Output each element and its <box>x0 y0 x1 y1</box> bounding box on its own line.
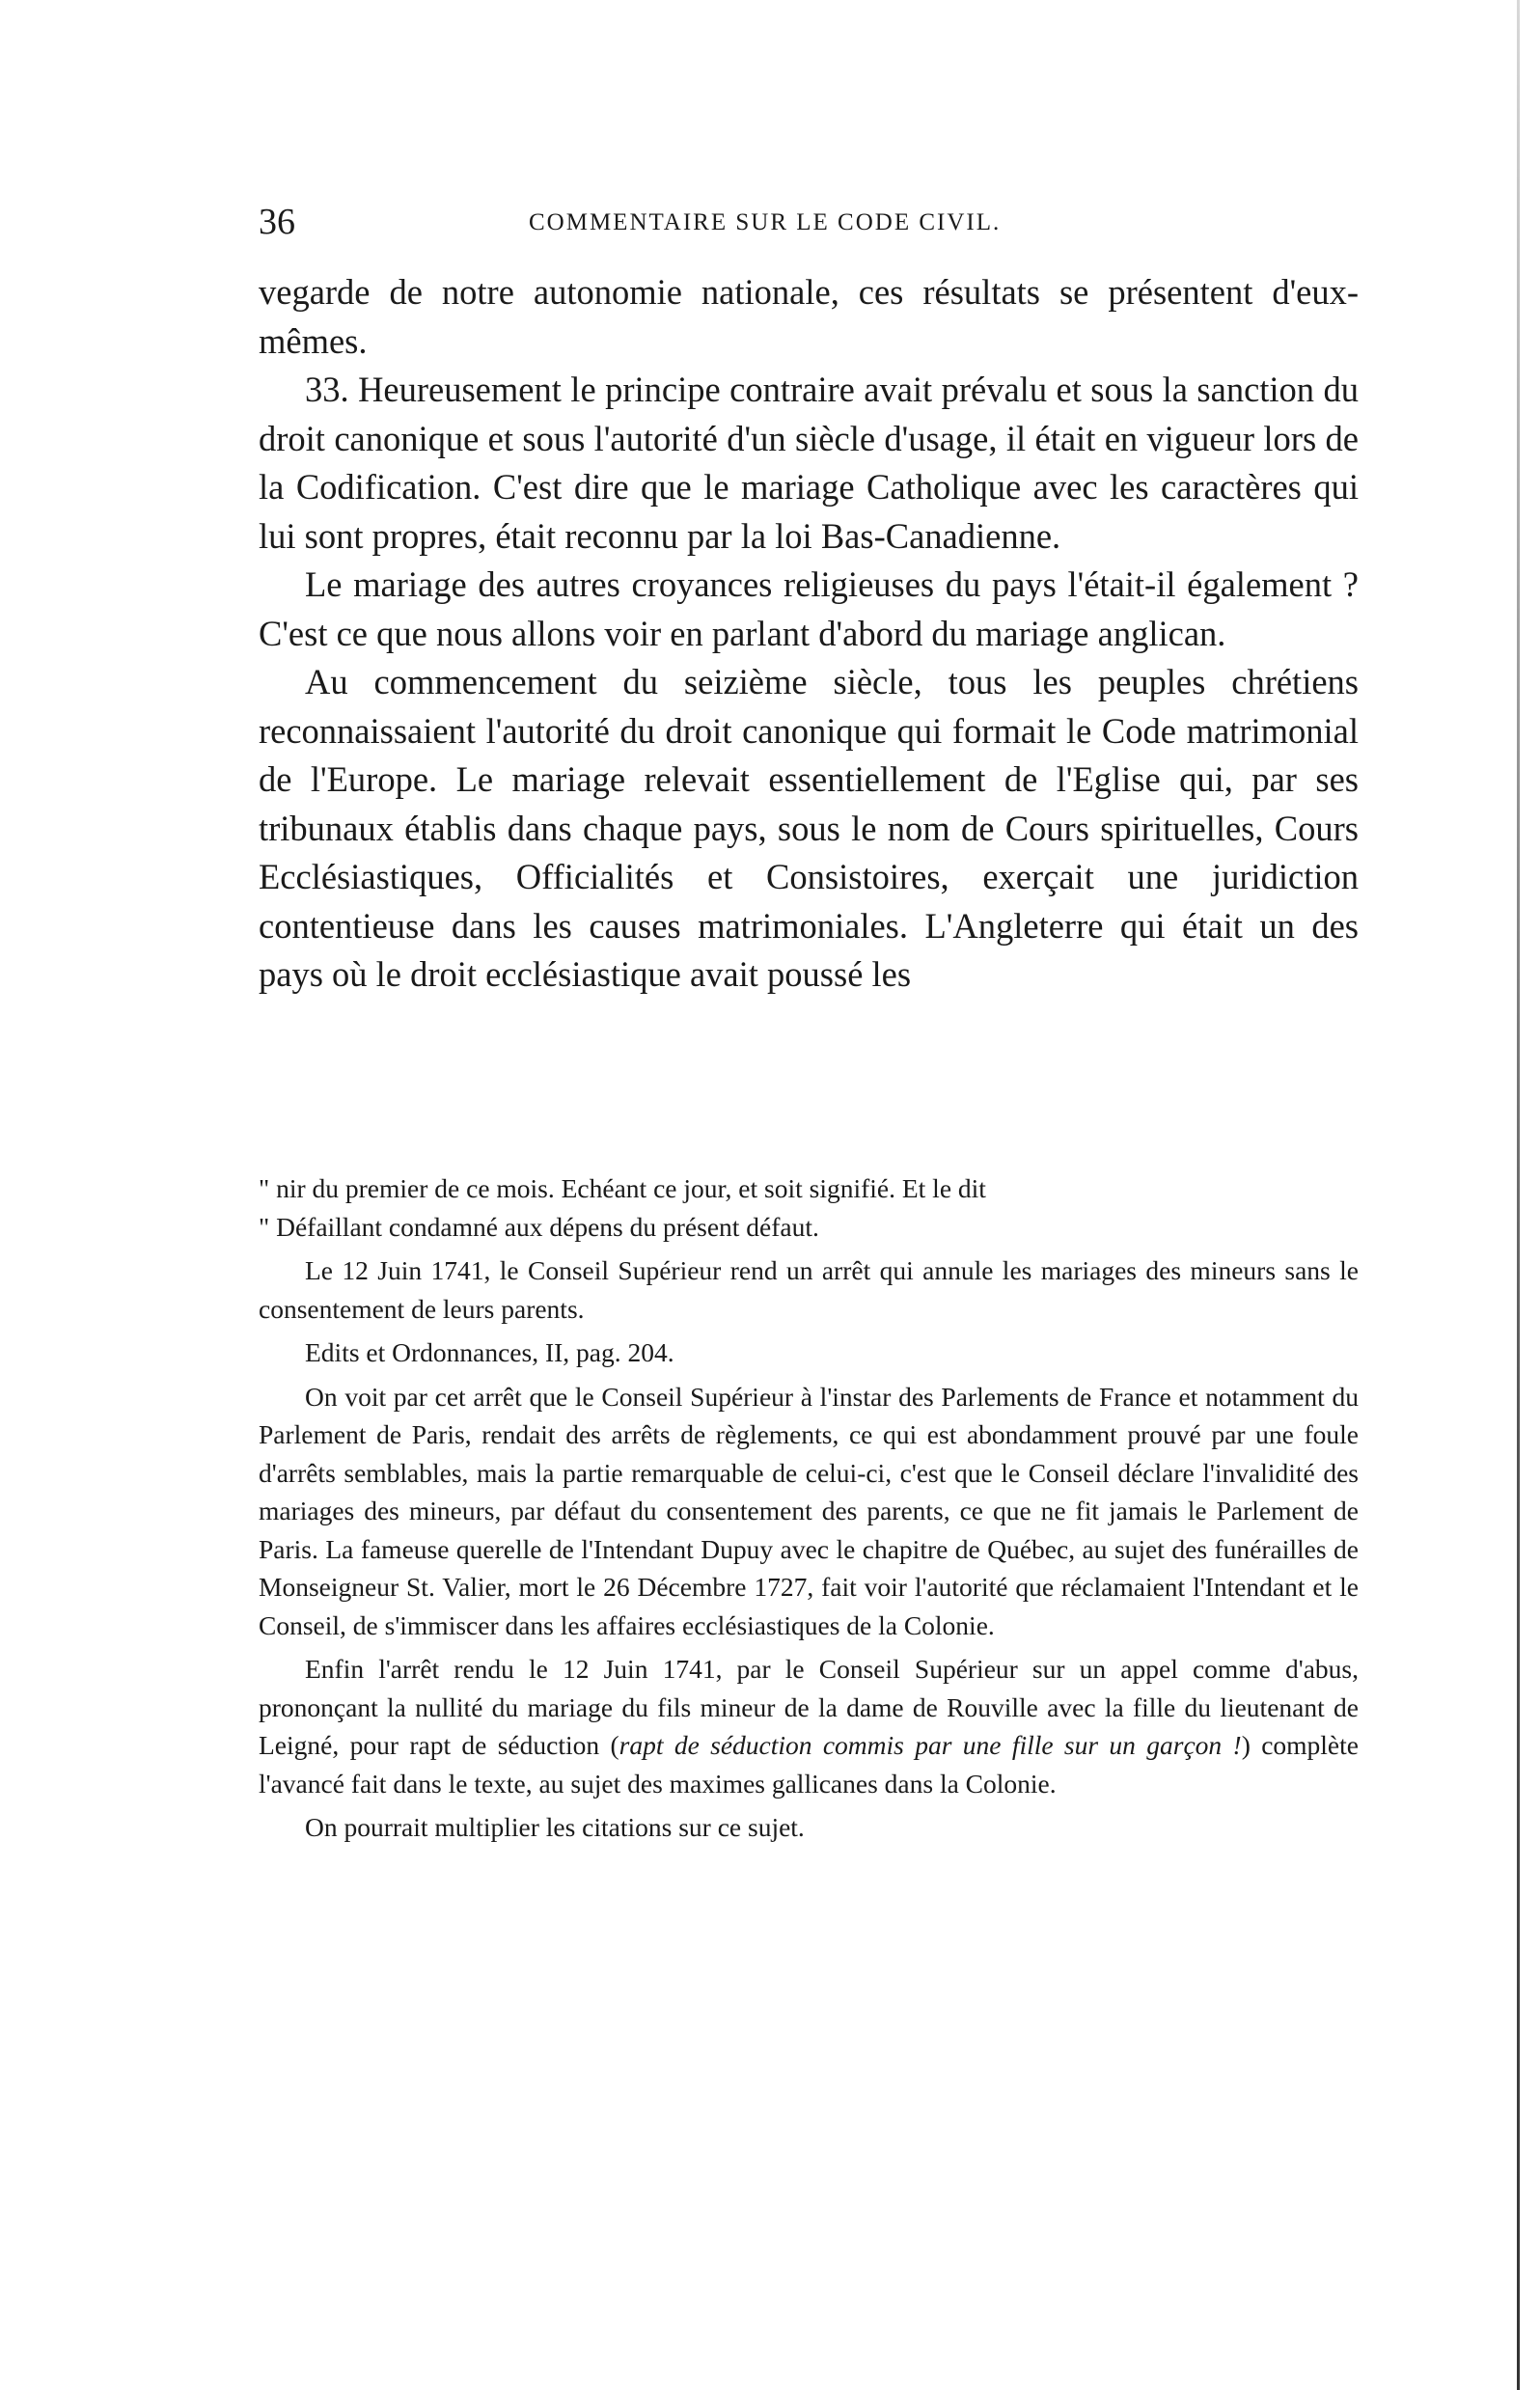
footnote-citations: On pourrait multiplier les citations sur ce sujet. <box>305 1812 805 1842</box>
footnote-quote-line-1: " nir du premier de ce mois. Echéant ce jour, et soit signifié. Et le dit <box>259 1173 986 1203</box>
footnote-reference: Edits et Ordonnances, II, pag. 204. <box>305 1337 674 1367</box>
footnote-quote-line-2: " Défaillant condamné aux dépens du présent défaut. <box>259 1211 819 1242</box>
footnote-enfin-italic: rapt de séduction commis par une fille sur un garçon ! <box>619 1730 1242 1760</box>
running-title: COMMENTAIRE SUR LE CODE CIVIL. <box>529 209 1002 235</box>
footnote-arret-1741: Le 12 Juin 1741, le Conseil Supérieur rend un arrêt qui annule les mariages des mineurs sans le consentement de leurs parents. <box>259 1255 1359 1324</box>
footnote-enfin <box>259 1650 1359 1802</box>
footnotes <box>259 1169 1359 1847</box>
main-text <box>259 268 1359 1000</box>
footnote-enfin-start: Enfin l'arrêt rendu le 12 Juin 1741, par le Conseil Supérieur sur un appel comme d'abus, prononçant la nullité du mariage du fils mineur de la dame de Rouville avec la fille du lieutenant de Leigné, pour rapt de séduction ( <box>259 1654 1359 1760</box>
paragraph-other-faiths: Le mariage des autres croyances religieuses du pays l'était-il également ? C'est ce que nous allons voir en parlant d'abord du mariage anglican. <box>259 564 1359 653</box>
page-header <box>259 198 1349 246</box>
footnote-enfin-end: ) complète l'avancé fait dans le texte, au sujet des maximes gallicanes dans la Colonie. <box>259 1730 1359 1799</box>
paragraph-33: 33. Heureusement le principe contraire avait prévalu et sous la sanction du droit canonique et sous l'autorité d'un siècle d'usage, il était en vigueur lors de la Codification. C'est dire que le mariage Catholique avec les caractères qui lui sont propres, était reconnu par la loi Bas-Canadienne. <box>259 370 1359 556</box>
paragraph-sixteenth-century: Au commencement du seizième siècle, tous les peuples chrétiens reconnaissaient l'autorité du droit canonique qui formait le Code matrimonial de l'Europe. Le mariage relevait essentiellement de l'Eglise qui, par ses tribunaux établis dans chaque pays, sous le nom de Cours spirituelles, Cours Ecclésiastiques, Officialités et Consistoires, exerçait une juridiction contentieuse dans les causes matrimoniales. L'Angleterre qui était un des pays où le droit ecclésiastique avait poussé les <box>259 662 1359 994</box>
page-edge-shadow <box>1517 0 1520 2390</box>
footnote-quote <box>259 1169 1359 1246</box>
page-number: 36 <box>259 202 295 242</box>
paragraph-continuation: vegarde de notre autonomie nationale, ces résultats se présentent d'eux-mêmes. <box>259 272 1359 361</box>
footnote-conseil-superieur: On voit par cet arrêt que le Conseil Supérieur à l'instar des Parlements de France et notamment du Parlement de Paris, rendait des arrêts de règlements, ce qui est abondamment prouvé par une foule d'arrêts semblables, mais la partie remarquable de celui-ci, c'est que le Conseil déclare l'invalidité des mariages des mineurs, par défaut du consentement des parents, ce que ne fit jamais le Parlement de Paris. La fameuse querelle de l'Intendant Dupuy avec le chapitre de Québec, au sujet des funérailles de Monseigneur St. Valier, mort le 26 Décembre 1727, fait voir l'autorité que réclamaient l'Intendant et le Conseil, de s'immiscer dans les affaires ecclésiastiques de la Colonie. <box>259 1381 1359 1640</box>
